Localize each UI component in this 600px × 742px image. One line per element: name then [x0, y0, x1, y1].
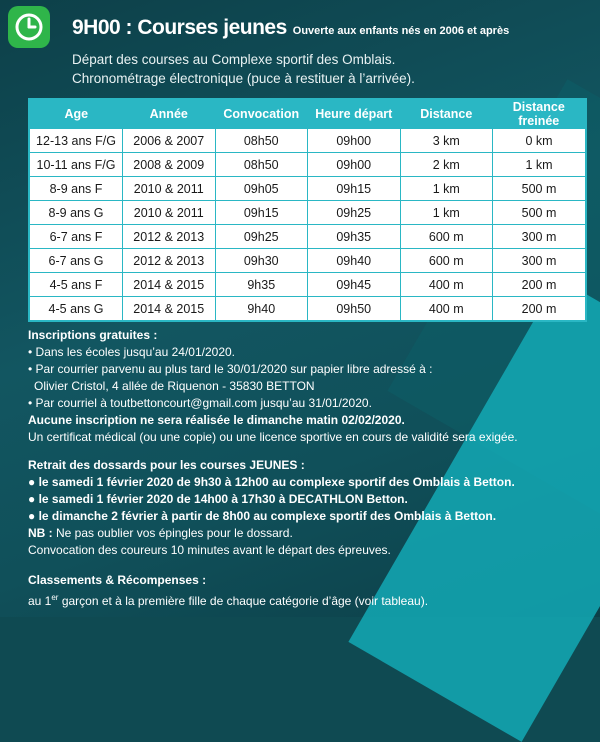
classements-heading: Classements & Récompenses :: [28, 573, 207, 587]
table-row: [30, 201, 585, 225]
retrait-heading: Retrait des dossards pour les courses JEUNES :: [28, 458, 305, 472]
table-cell: 8-9 ans F: [30, 177, 123, 201]
table-cell: 12-13 ans F/G: [30, 129, 123, 153]
table-cell: 9h40: [215, 297, 308, 321]
retrait-nb: [28, 525, 568, 542]
page-title: [72, 16, 509, 40]
table-cell: 6-7 ans F: [30, 225, 123, 249]
nb-text: Ne pas oublier vos épingles pour le dossard.: [52, 526, 293, 540]
table-cell: 300 m: [493, 225, 586, 249]
table-cell: 4-5 ans F: [30, 273, 123, 297]
table-cell: 2010 & 2011: [123, 177, 216, 201]
table-cell: 09h50: [308, 297, 401, 321]
nb-label: NB :: [28, 526, 53, 540]
table-cell: 9h35: [215, 273, 308, 297]
table-cell: 600 m: [400, 225, 493, 249]
retrait-section: [28, 457, 568, 559]
column-header: Heure départ: [308, 100, 401, 129]
table-cell: 200 m: [493, 297, 586, 321]
table-cell: 09h15: [308, 177, 401, 201]
table-cell: 2014 & 2015: [123, 273, 216, 297]
column-header: Age: [30, 100, 123, 129]
column-header: Distance: [400, 100, 493, 129]
table-cell: 08h50: [215, 153, 308, 177]
table-cell: 1 km: [400, 201, 493, 225]
intro-text: [72, 50, 415, 88]
table-cell: 09h40: [308, 249, 401, 273]
column-header: Distance freinée: [493, 100, 586, 129]
title-main: 9H00 : Courses jeunes: [72, 16, 287, 39]
table-cell: 6-7 ans G: [30, 249, 123, 273]
classements-post: garçon et à la première fille de chaque catégorie d’âge (voir tableau).: [58, 594, 429, 608]
retrait-line: ● le samedi 1 février 2020 de 14h00 à 17h30 à DECATHLON Betton.: [28, 492, 408, 506]
table-cell: 09h15: [215, 201, 308, 225]
retrait-line: Convocation des coureurs 10 minutes avant le départ des épreuves.: [28, 543, 391, 557]
table-cell: 0 km: [493, 129, 586, 153]
retrait-line: ● le dimanche 2 février à partir de 8h00 au complexe sportif des Omblais à Betton.: [28, 509, 497, 523]
table-cell: 8-9 ans G: [30, 201, 123, 225]
inscriptions-line: • Dans les écoles jusqu’au 24/01/2020.: [28, 345, 236, 359]
table-cell: 400 m: [400, 297, 493, 321]
table-cell: 600 m: [400, 249, 493, 273]
title-subtitle: Ouverte aux enfants nés en 2006 et après: [292, 25, 510, 37]
table-cell: 2014 & 2015: [123, 297, 216, 321]
schedule-table: [28, 98, 587, 322]
intro-line: Départ des courses au Complexe sportif des Omblais.: [72, 52, 396, 67]
inscriptions-heading: Inscriptions gratuites :: [28, 328, 158, 342]
table-cell: 09h05: [215, 177, 308, 201]
table-cell: 09h45: [308, 273, 401, 297]
table-cell: 4-5 ans G: [30, 297, 123, 321]
classements-section: [28, 572, 568, 610]
table-cell: 3 km: [400, 129, 493, 153]
clock-icon: [8, 6, 50, 48]
inscriptions-line: • Par courrier parvenu au plus tard le 30/01/2020 sur papier libre adressé à :: [28, 362, 433, 376]
table-cell: 200 m: [493, 273, 586, 297]
table-cell: 10-11 ans F/G: [30, 153, 123, 177]
retrait-line: ● le samedi 1 février 2020 de 9h30 à 12h00 au complexe sportif des Omblais à Betton.: [28, 475, 515, 489]
table-row: [30, 177, 585, 201]
table-row: [30, 249, 585, 273]
table-cell: 500 m: [493, 177, 586, 201]
table-cell: 09h25: [308, 201, 401, 225]
inscriptions-line: • Par courriel à toutbettoncourt@gmail.com jusqu’au 31/01/2020.: [28, 396, 372, 410]
table-cell: 500 m: [493, 201, 586, 225]
table-cell: 1 km: [400, 177, 493, 201]
table-cell: 1 km: [493, 153, 586, 177]
inscriptions-line: Un certificat médical (ou une copie) ou une licence sportive en cours de validité sera exigée.: [28, 430, 518, 444]
table-cell: 09h35: [308, 225, 401, 249]
intro-line: Chronométrage électronique (puce à restituer à l’arrivée).: [72, 71, 415, 86]
table-cell: 2 km: [400, 153, 493, 177]
classements-text: [28, 589, 568, 610]
table-cell: 08h50: [215, 129, 308, 153]
table-cell: 09h25: [215, 225, 308, 249]
column-header: Année: [123, 100, 216, 129]
table-cell: 09h00: [308, 153, 401, 177]
column-header: Convocation: [215, 100, 308, 129]
inscriptions-address: Olivier Cristol, 4 allée de Riquenon - 35830 BETTON: [34, 379, 315, 393]
table-cell: 09h30: [215, 249, 308, 273]
table-cell: 2012 & 2013: [123, 249, 216, 273]
table-row: [30, 297, 585, 321]
table-cell: 2010 & 2011: [123, 201, 216, 225]
table-cell: 09h00: [308, 129, 401, 153]
table-cell: 2012 & 2013: [123, 225, 216, 249]
table-row: [30, 153, 585, 177]
inscriptions-section: [28, 327, 568, 446]
table-row: [30, 225, 585, 249]
inscriptions-warning: Aucune inscription ne sera réalisée le dimanche matin 02/02/2020.: [28, 413, 405, 427]
table-cell: 300 m: [493, 249, 586, 273]
table-header-row: [30, 100, 585, 129]
table-cell: 2006 & 2007: [123, 129, 216, 153]
table-cell: 2008 & 2009: [123, 153, 216, 177]
table-cell: 400 m: [400, 273, 493, 297]
table-row: [30, 273, 585, 297]
classements-pre: au 1: [28, 594, 52, 608]
table-row: [30, 129, 585, 153]
classements-sup: er: [51, 593, 59, 602]
